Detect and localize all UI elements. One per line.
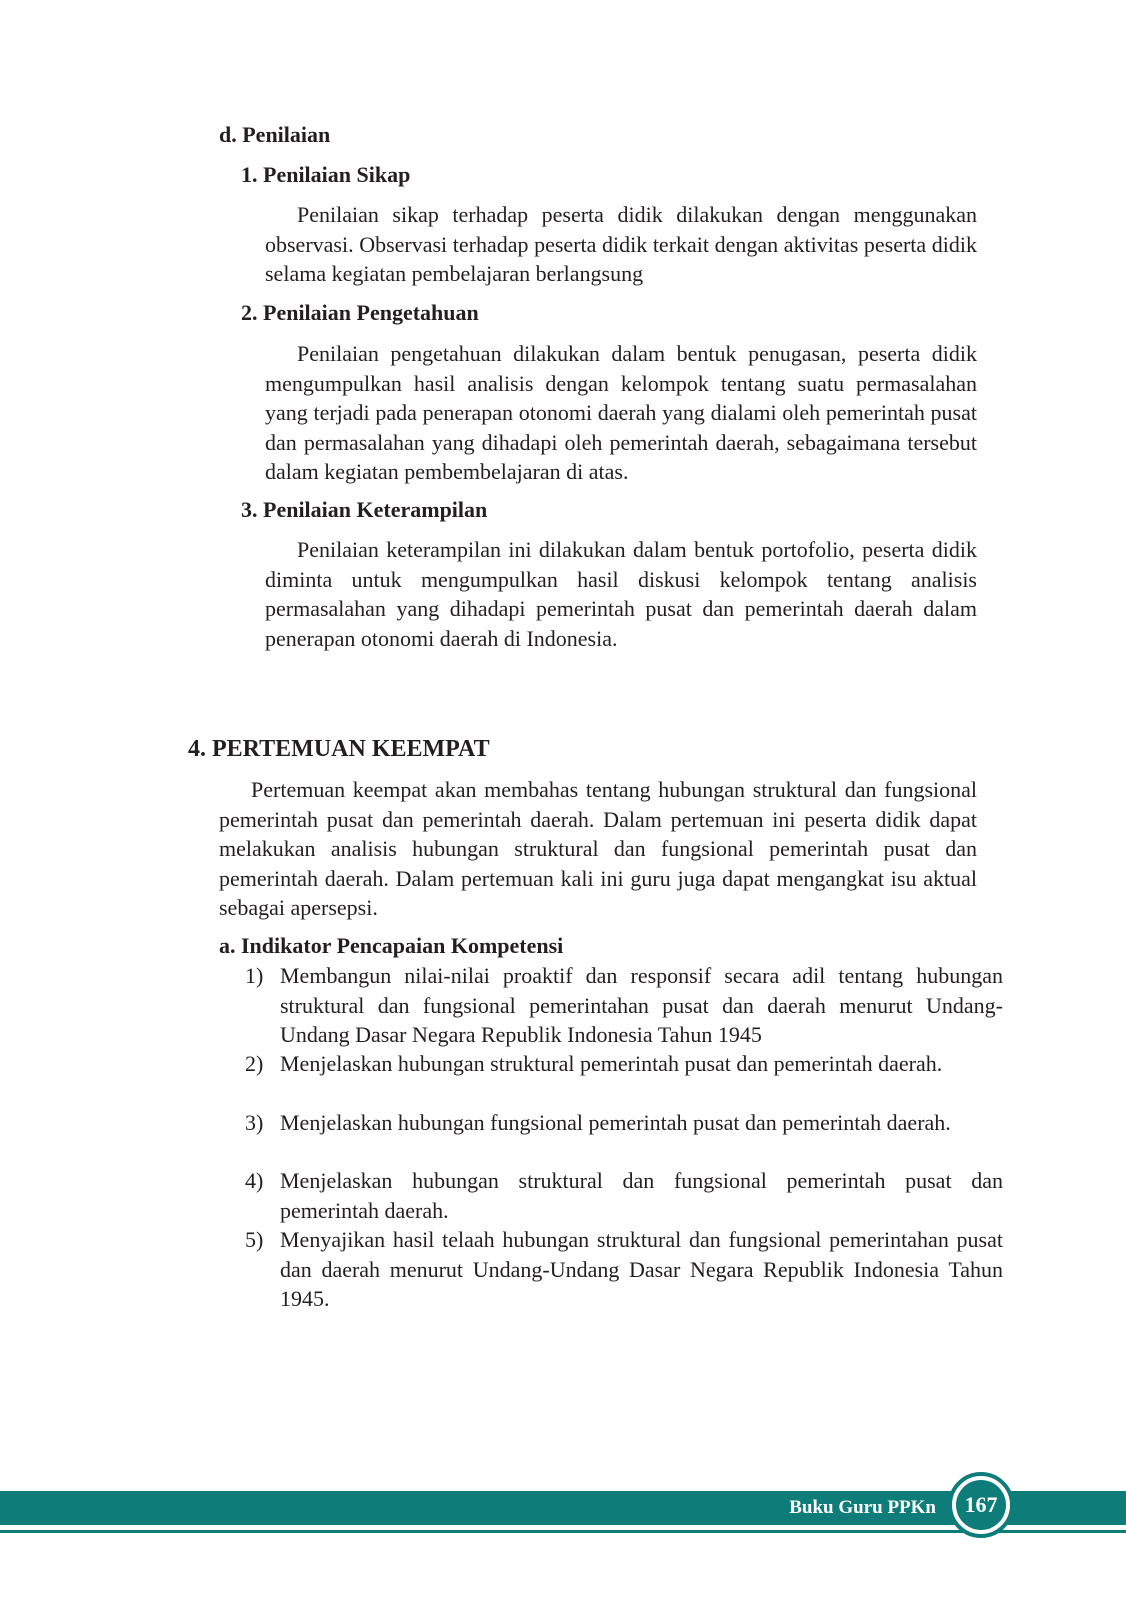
list-item-text: Membangun nilai-nilai proaktif dan responsif secara adil tentang hubungan struktural dan fungsional pemerintahan pusat dan daerah menurut Undang-Undang Dasar Negara Republik Indonesia Tahun 1945: [280, 963, 1003, 1047]
sikap-heading: 1. Penilaian Sikap: [241, 162, 411, 187]
list-item: [245, 1225, 1003, 1314]
list-item-number: 5): [245, 1227, 264, 1252]
section-d-heading: d. Penilaian: [219, 122, 331, 147]
page-number: 167: [956, 1480, 1006, 1530]
list-item: [245, 1108, 1003, 1138]
list-item: [245, 1166, 1003, 1225]
list-item-number: 1): [245, 963, 264, 988]
keterampilan-paragraph: Penilaian keterampilan ini dilakukan dalam bentuk portofolio, peserta didik diminta untuk mengumpulkan hasil diskusi kelompok tentang analisis permasalahan yang dihadapi pemerintah pusat dan pemerintah daerah dalam penerapan otonomi daerah di Indonesia.: [265, 537, 977, 651]
list-item-text: Menjelaskan hubungan struktural pemerintah pusat dan pemerintah daerah.: [280, 1051, 943, 1076]
list-item-number: 3): [245, 1110, 264, 1135]
footer-book-title: Buku Guru PPKn: [789, 1497, 936, 1518]
list-item: [245, 1049, 1003, 1079]
list-item-text: Menjelaskan hubungan fungsional pemerintah pusat dan pemerintah daerah.: [280, 1110, 951, 1135]
indicators-heading: a. Indikator Pencapaian Kompetensi: [219, 933, 564, 958]
list-item-text: Menjelaskan hubungan struktural dan fungsional pemerintah pusat dan pemerintah daerah.: [280, 1168, 1003, 1223]
section-4-intro: Pertemuan keempat akan membahas tentang hubungan struktural dan fungsional pemerintah pusat dan pemerintah daerah. Dalam pertemuan ini peserta didik dapat melakukan analisis hubungan struktural dan fungsional pemerintah pusat dan pemerintah daerah. Dalam pertemuan kali ini guru juga dapat mengangkat isu aktual sebagai apersepsi.: [219, 777, 977, 920]
keterampilan-heading: 3. Penilaian Keterampilan: [241, 497, 488, 522]
list-item: [245, 961, 1003, 1050]
list-item-number: 2): [245, 1051, 264, 1076]
section-4-heading: 4. PERTEMUAN KEEMPAT: [188, 736, 490, 762]
pengetahuan-paragraph: Penilaian pengetahuan dilakukan dalam bentuk penugasan, peserta didik mengumpulkan hasil analisis dengan kelompok tentang suatu permasalahan yang terjadi pada penerapan otonomi daerah yang dialami oleh pemerintah pusat dan permasalahan yang dihadapi oleh pemerintah daerah, sebagaimana tersebut dalam kegiatan pembembelajaran di atas.: [265, 341, 977, 484]
list-item-number: 4): [245, 1168, 264, 1193]
page-number-badge: [948, 1472, 1014, 1538]
list-item-text: Menyajikan hasil telaah hubungan struktural dan fungsional pemerintahan pusat dan daerah menurut Undang-Undang Dasar Negara Republik Indonesia Tahun 1945.: [280, 1227, 1003, 1311]
pengetahuan-heading: 2. Penilaian Pengetahuan: [241, 300, 479, 325]
footer-rule: [0, 1530, 1126, 1533]
sikap-paragraph: Penilaian sikap terhadap peserta didik dilakukan dengan menggunakan observasi. Observasi terhadap peserta didik terkait dengan aktivitas peserta didik selama kegiatan pembelajaran berlangsung: [265, 202, 977, 286]
